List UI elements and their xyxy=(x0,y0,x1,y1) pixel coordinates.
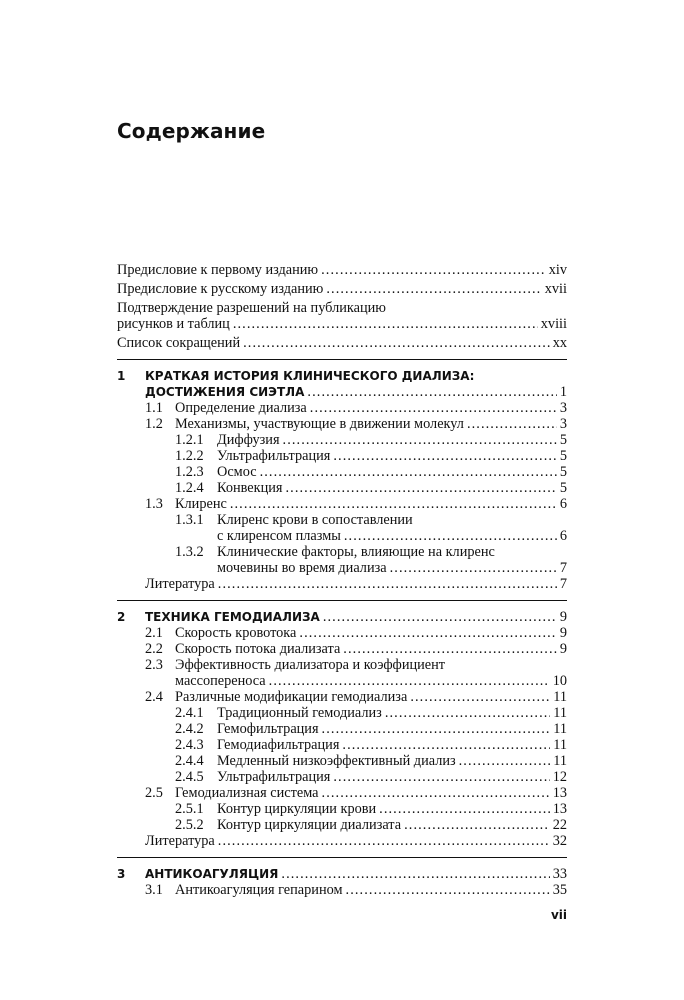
toc-section-1-3[interactable] xyxy=(117,496,567,512)
toc-entry-title: Предисловие к русскому изданию xyxy=(117,281,324,297)
chapter-divider xyxy=(117,857,567,858)
section-number: 2.1 xyxy=(145,625,163,641)
section-title: Ультрафильтрация xyxy=(217,769,331,785)
chapter-title-line1: КРАТКАЯ ИСТОРИЯ КЛИНИЧЕСКОГО ДИАЛИЗА: xyxy=(145,369,475,383)
toc-entry-page: 12 xyxy=(552,769,567,785)
chapter-number: 2 xyxy=(117,610,126,624)
toc-section-2-2[interactable] xyxy=(117,641,567,657)
section-title: Литература xyxy=(145,576,215,592)
toc-entry-page: 7 xyxy=(559,560,567,576)
section-title: Гемодиализная система xyxy=(175,785,319,801)
toc-entry-page: 5 xyxy=(559,432,567,448)
toc-section-1-2-1[interactable] xyxy=(117,432,567,448)
section-title: Гемодиафильтрация xyxy=(217,737,340,753)
section-number: 1.3.2 xyxy=(175,544,204,560)
toc-section-1-1[interactable] xyxy=(117,400,567,416)
toc-section-1-3-1[interactable] xyxy=(117,512,567,528)
section-number: 1.2.1 xyxy=(175,432,204,448)
toc-entry-page: 9 xyxy=(559,609,567,625)
section-number: 1.2.4 xyxy=(175,480,204,496)
toc-references-2[interactable] xyxy=(117,833,567,849)
toc-section-1-2-3[interactable] xyxy=(117,464,567,480)
toc-section-1-2[interactable] xyxy=(117,416,567,432)
toc-entry-title: Предисловие к первому изданию xyxy=(117,262,319,278)
section-title: Литература xyxy=(145,833,215,849)
section-title: Конвекция xyxy=(217,480,283,496)
toc-chapter-1-cont[interactable] xyxy=(117,384,567,400)
section-title: Скорость кровотока xyxy=(175,625,297,641)
toc-entry-abbreviations[interactable] xyxy=(117,335,567,351)
section-number: 2.4.4 xyxy=(175,753,204,769)
toc-section-2-3-cont[interactable] xyxy=(117,673,567,689)
section-title-line1: Эффективность диализатора и коэффициент xyxy=(175,657,446,673)
toc-section-2-5-1[interactable] xyxy=(117,801,567,817)
toc-section-2-4-1[interactable] xyxy=(117,705,567,721)
section-number: 1.3.1 xyxy=(175,512,204,528)
section-title-line2: мочевины во время диализа xyxy=(217,560,387,576)
section-title: Механизмы, участвующие в движении молекул xyxy=(175,416,464,432)
toc-chapter-1[interactable] xyxy=(117,368,567,384)
chapter-title-line2: ДОСТИЖЕНИЯ СИЭТЛА xyxy=(145,385,305,399)
toc-entry-permissions-cont[interactable] xyxy=(117,316,567,332)
toc-entry-page: 13 xyxy=(552,785,567,801)
toc-entry-page: 11 xyxy=(553,705,567,721)
toc-entry-page: xviii xyxy=(540,316,567,332)
toc-entry-page: 33 xyxy=(552,866,567,882)
section-title-line2: массопереноса xyxy=(175,673,266,689)
section-title: Контур циркуляции крови xyxy=(217,801,377,817)
toc-section-2-4-5[interactable] xyxy=(117,769,567,785)
section-title: Ультрафильтрация xyxy=(217,448,331,464)
toc-section-2-1[interactable] xyxy=(117,625,567,641)
toc-entry-page: 32 xyxy=(552,833,567,849)
toc-entry-page: 22 xyxy=(552,817,567,833)
chapter-divider xyxy=(117,359,567,360)
section-number: 1.2.2 xyxy=(175,448,204,464)
toc-entry-page: 3 xyxy=(559,416,567,432)
section-title: Контур циркуляции диализата xyxy=(217,817,402,833)
page-title: Содержание xyxy=(117,119,266,143)
section-number: 1.2.3 xyxy=(175,464,204,480)
toc-entry-page: 35 xyxy=(552,882,567,898)
toc-references-1[interactable] xyxy=(117,576,567,592)
section-number: 2.4.3 xyxy=(175,737,204,753)
toc-entry-page: 11 xyxy=(553,737,567,753)
chapter-title: АНТИКОАГУЛЯЦИЯ xyxy=(145,867,279,881)
toc-section-2-3[interactable] xyxy=(117,657,567,673)
toc-entry-page: 5 xyxy=(559,464,567,480)
toc-entry-page: 11 xyxy=(553,753,567,769)
table-of-contents xyxy=(117,262,567,898)
toc-entry-page: 6 xyxy=(559,528,567,544)
toc-entry-page: xvii xyxy=(544,281,567,297)
toc-entry-page: 5 xyxy=(559,480,567,496)
toc-entry-page: 7 xyxy=(559,576,567,592)
toc-entry-title-line2: рисунков и таблиц xyxy=(117,316,230,332)
section-number: 2.4.1 xyxy=(175,705,204,721)
toc-entry-title-line1: Подтверждение разрешений на публикацию xyxy=(117,300,386,316)
toc-section-1-3-1-cont[interactable] xyxy=(117,528,567,544)
toc-entry-page: 10 xyxy=(552,673,567,689)
toc-entry-title: Список сокращений xyxy=(117,335,241,351)
toc-entry-page: 3 xyxy=(559,400,567,416)
chapter-number: 3 xyxy=(117,867,126,881)
toc-section-2-5[interactable] xyxy=(117,785,567,801)
toc-entry-page: 13 xyxy=(552,801,567,817)
toc-entry-preface-russian[interactable] xyxy=(117,281,567,297)
section-title: Диффузия xyxy=(217,432,280,448)
section-number: 1.2 xyxy=(145,416,163,432)
toc-section-2-5-2[interactable] xyxy=(117,817,567,833)
toc-chapter-2[interactable] xyxy=(117,609,567,625)
section-title: Клиренс xyxy=(175,496,227,512)
toc-section-1-3-2[interactable] xyxy=(117,544,567,560)
toc-section-2-4-4[interactable] xyxy=(117,753,567,769)
section-title: Определение диализа xyxy=(175,400,307,416)
toc-entry-page: xiv xyxy=(548,262,567,278)
section-number: 3.1 xyxy=(145,882,163,898)
toc-entry-page: 6 xyxy=(559,496,567,512)
toc-chapter-3[interactable] xyxy=(117,866,567,882)
section-title-line1: Клинические факторы, влияющие на клиренс xyxy=(217,544,495,560)
chapter-divider xyxy=(117,600,567,601)
toc-section-2-4-3[interactable] xyxy=(117,737,567,753)
toc-entry-page: 5 xyxy=(559,448,567,464)
section-number: 2.5 xyxy=(145,785,163,801)
toc-entry-preface-first[interactable] xyxy=(117,262,567,278)
toc-section-2-4[interactable] xyxy=(117,689,567,705)
toc-entry-page: 9 xyxy=(559,641,567,657)
page-number: vii xyxy=(550,908,567,922)
section-title: Традиционный гемодиализ xyxy=(217,705,382,721)
section-title: Скорость потока диализата xyxy=(175,641,341,657)
section-number: 1.1 xyxy=(145,400,163,416)
toc-section-1-2-4[interactable] xyxy=(117,480,567,496)
section-title-line1: Клиренс крови в сопоставлении xyxy=(217,512,413,528)
section-title-line2: с клиренсом плазмы xyxy=(217,528,341,544)
section-number: 2.5.1 xyxy=(175,801,204,817)
toc-entry-page: 11 xyxy=(553,689,567,705)
toc-entry-page: xx xyxy=(552,335,567,351)
section-number: 2.2 xyxy=(145,641,163,657)
section-title: Осмос xyxy=(217,464,257,480)
section-number: 1.3 xyxy=(145,496,163,512)
section-number: 2.5.2 xyxy=(175,817,204,833)
toc-section-2-4-2[interactable] xyxy=(117,721,567,737)
toc-section-1-3-2-cont[interactable] xyxy=(117,560,567,576)
section-number: 2.3 xyxy=(145,657,163,673)
toc-section-3-1[interactable] xyxy=(117,882,567,898)
section-title: Различные модификации гемодиализа xyxy=(175,689,408,705)
section-number: 2.4.5 xyxy=(175,769,204,785)
toc-section-1-2-2[interactable] xyxy=(117,448,567,464)
section-number: 2.4 xyxy=(145,689,163,705)
toc-entry-page: 1 xyxy=(559,384,567,400)
toc-entry-page: 11 xyxy=(553,721,567,737)
section-title: Антикоагуляция гепарином xyxy=(175,882,343,898)
section-title: Гемофильтрация xyxy=(217,721,319,737)
section-title: Медленный низкоэффективный диализ xyxy=(217,753,456,769)
chapter-title: ТЕХНИКА ГЕМОДИАЛИЗА xyxy=(145,610,320,624)
section-number: 2.4.2 xyxy=(175,721,204,737)
toc-entry-permissions[interactable] xyxy=(117,300,567,316)
toc-entry-page: 9 xyxy=(559,625,567,641)
chapter-number: 1 xyxy=(117,369,126,383)
